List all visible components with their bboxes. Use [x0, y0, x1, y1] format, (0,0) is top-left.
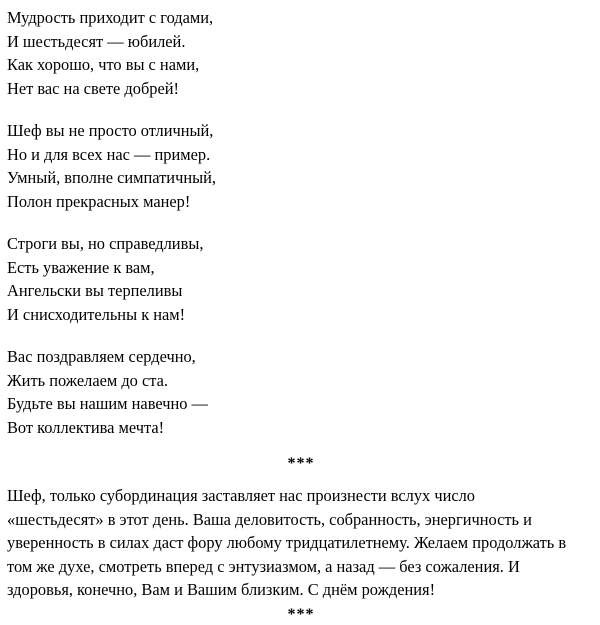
poem-line: Вот коллектива мечта! [7, 417, 165, 437]
section-separator-top: *** [287, 455, 315, 472]
poem-stanza-1 [7, 6, 595, 100]
prose-line: уверенность в силах даст фору любому тридцатилетнему. Желаем продолжать в [7, 533, 567, 552]
prose-line: Шеф, только субординация заставляет нас произнести вслух число [7, 486, 475, 505]
poem-line: И шестьдесят — юбилей. [7, 31, 186, 51]
poem-line: Мудрость приходит с годами, [7, 8, 214, 27]
poem-line: Как хорошо, что вы с нами, [7, 55, 200, 74]
prose-paragraph [7, 484, 595, 602]
poem-line: Но и для всех нас — пример. [7, 144, 211, 164]
prose-line: «шестьдесят» в этот день. Ваша деловитость, собранность, энергичность и [7, 509, 532, 529]
poem-line: Строги вы, но справедливы, [7, 234, 204, 253]
section-separator-bottom: *** [287, 605, 315, 623]
poem-stanza-2 [7, 119, 595, 213]
poem-stanza-4 [7, 345, 595, 439]
prose-line: здоровья, конечно, Вам и Вашим близким. С днём рождения! [7, 580, 436, 599]
document-body [7, 6, 595, 625]
poem-line: Нет вас на свете добрей! [7, 78, 179, 98]
poem-line: Вас поздравляем сердечно, [7, 347, 196, 366]
poem-line: Есть уважение к вам, [7, 257, 155, 277]
poem-line: Будьте вы нашим навечно — [7, 394, 208, 413]
poem-line: И снисходительны к нам! [7, 304, 186, 324]
poem-line: Жить пожелаем до ста. [7, 370, 168, 390]
prose-line: том же духе, смотреть вперед с энтузиазмом, а назад — без сожаления. И [7, 556, 520, 576]
poem-line: Полон прекрасных манер! [7, 191, 191, 211]
poem-line: Ангельски вы терпеливы [7, 281, 183, 300]
poem-stanza-3 [7, 232, 595, 326]
poem-line: Умный, вполне симпатичный, [7, 168, 216, 187]
poem-line: Шеф вы не просто отличный, [7, 121, 214, 140]
